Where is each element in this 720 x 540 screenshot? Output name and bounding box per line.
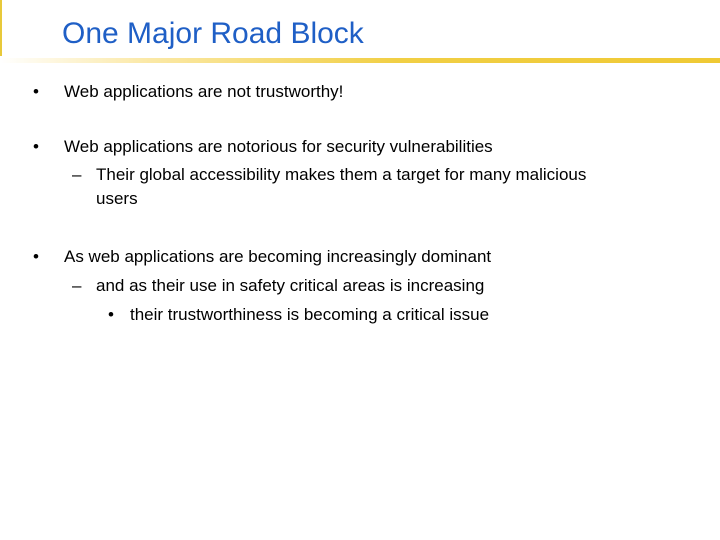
bullet-marker: •: [33, 82, 39, 101]
bullet-2-text: Web applications are notorious for security vulnerabilities: [64, 137, 493, 156]
bullet-2-sub-text-line-1: Their global accessibility makes them a target for many malicious: [96, 165, 587, 184]
sub-bullet-marker: –: [72, 276, 82, 295]
slide-title: One Major Road Block: [62, 17, 364, 50]
sub-bullet-marker: –: [72, 165, 82, 184]
bullet-marker: •: [33, 247, 39, 266]
bullet-2-sub-text-line-2: users: [96, 189, 138, 208]
bullet-1-text: Web applications are not trustworthy!: [64, 82, 344, 101]
bullet-3-sub-sub-text: their trustworthiness is becoming a critical issue: [130, 305, 490, 324]
sub-sub-bullet-marker: •: [108, 305, 114, 324]
bullet-3-text: As web applications are becoming increasingly dominant: [64, 247, 492, 266]
bullet-3-sub-text: and as their use in safety critical areas is increasing: [96, 276, 485, 295]
bullet-marker: •: [33, 137, 39, 156]
